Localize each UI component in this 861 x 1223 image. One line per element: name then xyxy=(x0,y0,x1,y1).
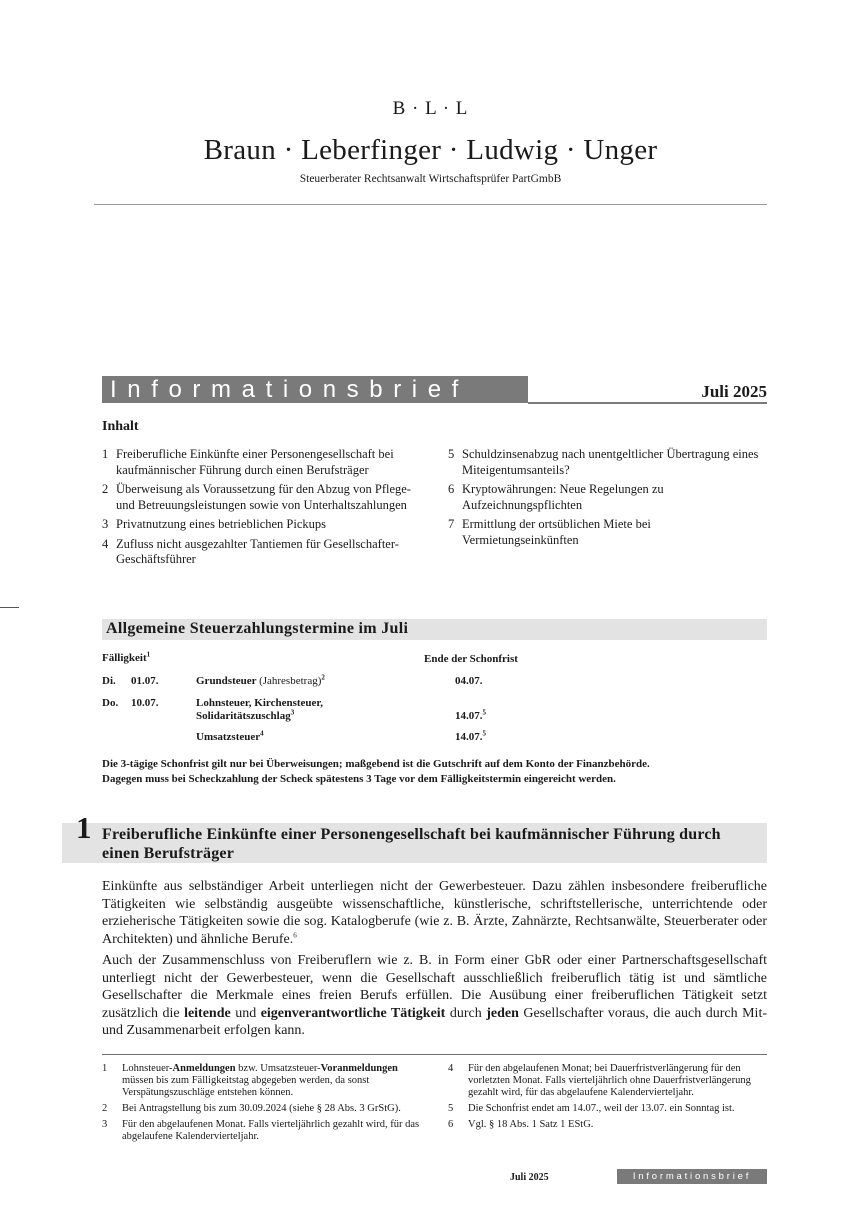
row2-day: Do. xyxy=(102,697,119,709)
footnote: 5 Die Schonfrist endet am 14.07., weil der 13.07. ein Sonntag ist. xyxy=(448,1103,735,1114)
footnote: 1 Lohnsteuer-Anmeldungen bzw. Umsatzsteuer-Voranmeldungen müssen bis zum Fälligkeitstag abgegeben werden, da sonst Verspätungszuschläge entstehen können. xyxy=(102,1063,398,1098)
toc-item[interactable]: 2 Überweisung als Voraussetzung für den Abzug von Pflege- und Betreuungsleistungen sowie von Unterhaltszahlungen xyxy=(102,482,411,512)
toc-item[interactable]: 3 Privatnutzung eines betrieblichen Pickups xyxy=(102,517,327,531)
col-header-grace-end: Ende der Schonfrist xyxy=(424,653,518,665)
firm-name: Braun · Leberfinger · Ludwig · Unger xyxy=(203,134,658,166)
contents-column-right xyxy=(448,447,767,552)
row3-end: 14.07.$^5$ xyxy=(455,729,486,743)
footnote: 2 Bei Antragstellung bis zum 30.09.2024 (siehe § 28 Abs. 3 GrStG). xyxy=(102,1103,401,1114)
newsletter-banner: Informationsbrief xyxy=(102,376,528,403)
toc-item[interactable]: 5 Schuldzinsenabzug nach unentgeltlicher Übertragung eines Miteigentumsanteils? xyxy=(448,447,759,477)
contents-column-left xyxy=(102,447,424,572)
row2-end: 14.07.$^5$ xyxy=(455,708,486,722)
toc-item[interactable]: 7 Ermittlung der ortsüblichen Miete bei Vermietungseinkünften xyxy=(448,517,651,547)
section-title: Freiberufliche Einkünfte einer Personengesellschaft bei kaufmännischer Führung durch einen Berufsträger xyxy=(102,826,721,862)
toc-item[interactable]: 6 Kryptowährungen: Neue Regelungen zu Aufzeichnungspflichten xyxy=(448,482,664,512)
row2-date: 10.07. xyxy=(131,697,159,709)
section-paragraph-1: Einkünfte aus selbständiger Arbeit unterliegen nicht der Gewerbesteuer. Dazu zählen insbesondere freiberufliche Tätigkeiten wie selbständig ausgeübte wissenschaftliche, künstlerische, schriftstellerische, unterrichtende oder erzieherische Tätigkeiten sowie die sog. Katalogberufe (wie z. B. Ärzte, Zahnärzte, Rechtsanwälte, Steuerberater oder Architekten) und ähnliche Berufe.$^6$ xyxy=(102,879,767,947)
logo-initials: B · L · L xyxy=(392,98,469,119)
row2-tax: Lohnsteuer, Kirchensteuer, Solidaritätszuschlag$^3$ xyxy=(196,697,324,722)
footer-date: Juli 2025 xyxy=(510,1172,549,1183)
tax-dates-title: Allgemeine Steuerzahlungstermine im Juli xyxy=(106,620,409,637)
footnotes-right xyxy=(448,1063,767,1135)
firm-subtitle: Steuerberater Rechtsanwalt Wirtschaftsprüfer PartGmbB xyxy=(299,173,562,185)
row1-date: 01.07. xyxy=(131,675,159,687)
toc-item[interactable]: 4 Zufluss nicht ausgezahlter Tantiemen für Gesellschafter-Geschäftsführer xyxy=(102,536,399,566)
section-number: 1 xyxy=(76,810,92,845)
col-header-due: Fälligkeit$^1$ xyxy=(102,650,151,664)
grace-period-note: Die 3-tägige Schonfrist gilt nur bei Überweisungen; maßgebend ist die Gutschrift auf dem Konto der Finanzbehörde. Dagegen muss bei Scheckzahlung der Scheck spätestens 3 Tage vor dem Fälligkeitstermin eingereicht werden. xyxy=(102,758,650,785)
issue-date: Juli 2025 xyxy=(701,382,767,401)
row3-tax: Umsatzsteuer$^4$ xyxy=(196,729,264,743)
banner-rule xyxy=(528,402,767,404)
section-paragraph-2: Auch der Zusammenschluss von Freiberuflern wie z. B. in Form einer GbR oder einer Partnerschaftsgesellschaft unterliegt nicht der Gewerbesteuer, wenn die Gesellschaft ausschließlich freiberuflich tätig ist und sämtliche Gesellschafter die Merkmale eines freien Berufs erfüllen. Die Ausübung einer freiberuflichen Tätigkeit setzt zusätzlich die leitende und eigenverantwortliche Tätigkeit durch jeden Gesellschafter voraus, die auch durch Mit- und Zusammenarbeit erfolgen kann. xyxy=(102,953,767,1038)
row1-end: 04.07. xyxy=(455,675,483,687)
footer-banner: Informationsbrief xyxy=(617,1169,767,1184)
footnote: 6 Vgl. § 18 Abs. 1 Satz 1 EStG. xyxy=(448,1119,594,1130)
footnote: 3 Für den abgelaufenen Monat. Falls vierteljährlich gezahlt wird, für das abgelaufene Kalendervierteljahr. xyxy=(102,1119,420,1142)
contents-title: Inhalt xyxy=(102,419,139,434)
footnotes-left xyxy=(102,1063,424,1147)
footnote-divider xyxy=(102,1054,767,1055)
footnote: 4 Für den abgelaufenen Monat; bei Dauerfristverlängerung für den vorletzten Monat. Falls vierteljährlich ohne Dauerfristverlängerung gezahlt wird, für das abgelaufene Kalendervierteljahr. xyxy=(448,1063,751,1098)
row1-day: Di. xyxy=(102,675,116,687)
row1-tax: Grundsteuer (Jahresbetrag)$^2$ xyxy=(196,673,325,687)
header-divider xyxy=(94,204,767,205)
toc-item[interactable]: 1 Freiberufliche Einkünfte einer Personengesellschaft bei kaufmännischer Führung durch einen Berufsträger xyxy=(102,447,394,477)
fold-mark xyxy=(0,607,19,608)
